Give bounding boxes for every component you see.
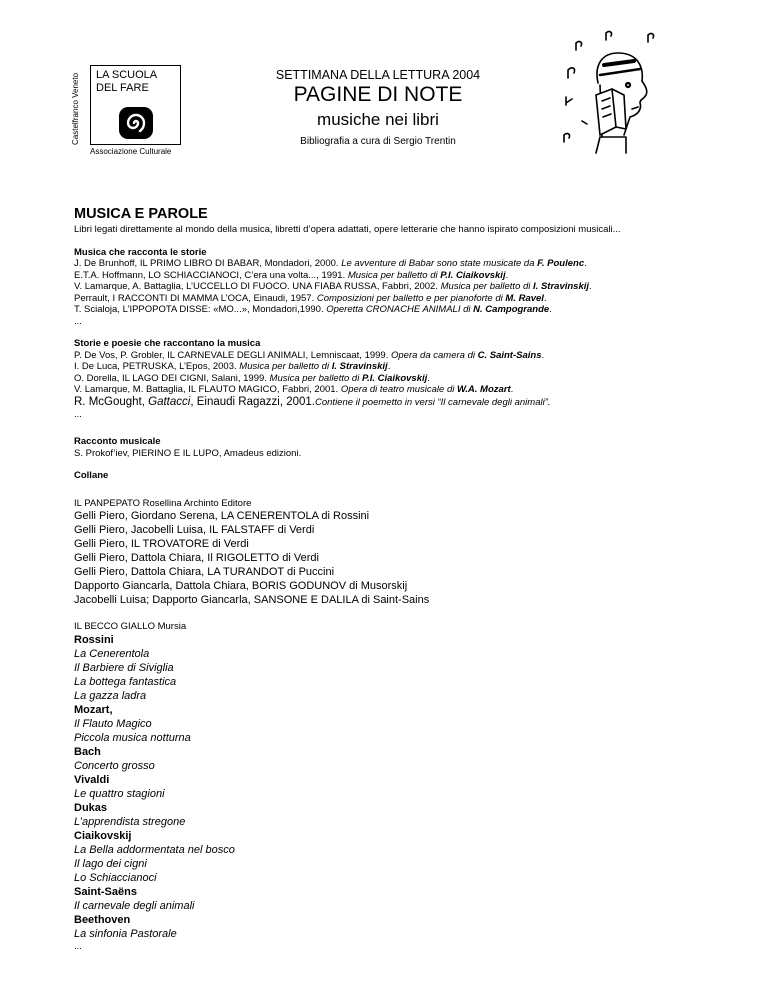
header-subtitle: musiche nei libri <box>317 110 439 129</box>
poems-last-item <box>74 396 734 409</box>
composer-name: Bach <box>74 745 101 758</box>
ref-text: V. Lamarque, A. Battaglia, L’UCCELLO DI FUOCO. UNA FIABA RUSSA, Fabbri, 2002. <box>74 281 441 292</box>
ref-text: P. De Vos, P. Grobler, IL CARNEVALE DEGLI ANIMALI, Lemniscaat, 1999. <box>74 349 391 361</box>
poems-ellipsis: ... <box>74 408 82 420</box>
composer-name: Vivaldi <box>74 773 110 786</box>
bibliography-content <box>74 206 734 952</box>
panpepato-item: Gelli Piero, Dattola Chiara, Il RIGOLETTO di Verdi <box>74 552 319 564</box>
ref-end: . <box>387 361 391 372</box>
section-intro: Libri legati direttamente al mondo della musica, libretti d’opera adattati, opere letterarie che hanno ispirato composizioni musicali... <box>74 224 621 235</box>
ref-text: E.T.A. Hoffmann, LO SCHIACCIANOCI, C’era una volta..., 1991. <box>74 269 348 281</box>
stories-item <box>74 281 734 293</box>
logo <box>90 65 181 145</box>
panpepato-item: Jacobelli Luisa; Dapporto Giancarla, SANSONE E DALILA di Saint-Sains <box>74 594 430 606</box>
becco-ellipsis: ... <box>74 940 82 952</box>
composer-name: Beethoven <box>74 913 131 926</box>
ref-text: V. Lamarque, M. Battaglia, IL FLAUTO MAGICO, Fabbri, 2001. <box>74 384 341 395</box>
reading-boy-illustration <box>560 25 670 155</box>
ref-note: Opera di teatro musicale di <box>340 384 457 395</box>
collane-heading: Collane <box>74 470 109 481</box>
ref-composer: C. Saint-Sains <box>477 349 542 361</box>
composer-name: Saint-Saëns <box>74 885 137 898</box>
ref-composer: W.A. Mozart <box>457 384 511 395</box>
logo-location: Castelfranco Veneto <box>71 72 80 145</box>
ref-note: Operetta CRONACHE ANIMALI di <box>326 304 474 315</box>
composer-work: Concerto grosso <box>74 759 155 772</box>
ref-composer: M. Ravel <box>505 292 544 304</box>
ref-end: . <box>510 384 514 395</box>
header-bibliography: Bibliografia a cura di Sergio Trentin <box>300 136 456 147</box>
ref-composer: F. Poulenc <box>537 258 585 269</box>
ref-note: Opera da camera di <box>391 349 478 361</box>
stories-ellipsis: ... <box>74 315 82 327</box>
ref-end: . <box>589 281 592 292</box>
stories-list <box>74 258 734 316</box>
ref-note: Composizioni per balletto e per pianoforte di <box>316 292 506 304</box>
ref-text: T. Scialoja, L’IPPOPOTA DISSE: «MO...», Mondadori,1990. <box>74 304 327 315</box>
stories-item <box>74 270 734 282</box>
composer-work: Lo Schiaccianoci <box>74 871 157 884</box>
composer-work: La gazza ladra <box>74 689 147 702</box>
stories-heading: Musica che racconta le storie <box>74 246 207 258</box>
composer-work: La sinfonia Pastorale <box>74 927 177 940</box>
ref-note: Musica per balletto di <box>347 269 441 281</box>
ref-composer: I. Stravinskij <box>533 281 590 292</box>
ref-composer: P.I. Ciaikovskij <box>361 372 428 384</box>
poems-block <box>74 338 734 420</box>
composer-name: Mozart, <box>74 703 113 716</box>
ref-text: I. De Luca, PETRUSKA, L’Epos, 2003. <box>74 361 240 372</box>
poems-list <box>74 350 734 396</box>
poems-last-title: Gattacci <box>148 395 191 408</box>
ref-end: . <box>541 349 545 361</box>
panpepato-item: Gelli Piero, Giordano Serena, LA CENERENTOLA di Rossini <box>74 510 370 522</box>
panpepato-item: Gelli Piero, IL TROVATORE di Verdi <box>74 538 249 550</box>
ref-end: . <box>505 269 509 281</box>
collane-block <box>74 470 734 952</box>
page-header <box>228 68 528 147</box>
stories-item <box>74 258 734 270</box>
panpepato-item: Gelli Piero, Dattola Chiara, LA TURANDOT di Puccini <box>74 566 335 578</box>
ref-end: . <box>543 292 547 304</box>
header-title: PAGINE DI NOTE <box>293 83 463 106</box>
ref-composer: I. Stravinskij <box>331 361 388 372</box>
poems-item <box>74 361 734 373</box>
panpepato-item: Dapporto Giancarla, Dattola Chiara, BORIS GODUNOV di Musorskij <box>74 580 408 592</box>
composer-work: L’apprendista stregone <box>74 815 186 828</box>
musical-tale-item: S. Prokof’iev, PIERINO E IL LUPO, Amadeus edizioni. <box>74 447 302 459</box>
ref-note: Musica per balletto di <box>440 281 534 292</box>
logo-vertical-text <box>68 65 80 145</box>
ref-note: Le avventure di Babar sono state musicate da <box>341 258 538 269</box>
ref-note: Musica per balletto di <box>239 361 332 372</box>
composer-work: Il Flauto Magico <box>74 717 152 730</box>
ref-text: Perrault, I RACCONTI DI MAMMA L’OCA, Einaudi, 1957. <box>74 292 317 304</box>
panpepato-item: Gelli Piero, Jacobelli Luisa, IL FALSTAFF di Verdi <box>74 524 315 536</box>
ref-end: . <box>427 372 430 384</box>
composer-work: La bottega fantastica <box>74 675 177 688</box>
logo-name-line1: LA SCUOLA <box>96 69 158 81</box>
poems-item <box>74 350 734 362</box>
logo-name <box>96 69 157 95</box>
musical-tale-block <box>74 436 734 459</box>
panpepato-title: IL PANPEPATO Rosellina Archinto Editore <box>74 497 252 509</box>
composer-work: Le quattro stagioni <box>74 787 165 800</box>
stories-block <box>74 247 734 328</box>
ref-note: Musica per balletto di <box>269 372 362 384</box>
composer-name: Dukas <box>74 801 108 814</box>
header-week: SETTIMANA DELLA LETTURA 2004 <box>275 68 481 82</box>
ref-text: O. Dorella, IL LAGO DEI CIGNI, Salani, 1999. <box>74 372 270 384</box>
spiral-icon <box>118 106 154 140</box>
logo-name-line2: DEL FARE <box>96 82 149 94</box>
poems-last-publisher: , Einaudi Ragazzi, 2001. <box>190 395 315 408</box>
composer-work: Il Barbiere di Siviglia <box>74 661 174 674</box>
poems-last-note: Contiene il poemetto in versi “Il carnevale degli animali”. <box>315 396 551 408</box>
stories-item <box>74 293 734 305</box>
poems-item <box>74 384 734 396</box>
ref-end: . <box>584 258 587 269</box>
composer-name: Rossini <box>74 633 114 646</box>
ref-text: J. De Brunhoff, IL PRIMO LIBRO DI BABAR, Mondadori, 2000. <box>74 258 342 269</box>
logo-association: Associazione Culturale <box>90 147 172 156</box>
ref-composer: N. Campogrande <box>473 304 550 315</box>
composer-work: La Bella addormentata nel bosco <box>74 843 235 856</box>
becco-title: IL BECCO GIALLO Mursia <box>74 621 187 632</box>
poems-item <box>74 373 734 385</box>
becco-list <box>74 633 734 941</box>
poems-heading: Storie e poesie che raccontano la musica <box>74 338 261 349</box>
ref-composer: P.I. Ciaikovskij <box>440 269 506 281</box>
stories-item <box>74 304 734 316</box>
composer-work: Il lago dei cigni <box>74 857 147 870</box>
composer-work: Piccola musica notturna <box>74 731 191 744</box>
composer-work: La Cenerentola <box>74 647 150 660</box>
section-title: MUSICA E PAROLE <box>74 206 208 222</box>
composer-name: Ciaikovskij <box>74 829 132 842</box>
musical-tale-heading: Racconto musicale <box>74 436 161 447</box>
panpepato-list <box>74 509 734 607</box>
poems-last-author: R. McGought, <box>74 395 149 408</box>
composer-work: Il carnevale degli animali <box>74 899 195 912</box>
ref-end: . <box>549 304 552 315</box>
